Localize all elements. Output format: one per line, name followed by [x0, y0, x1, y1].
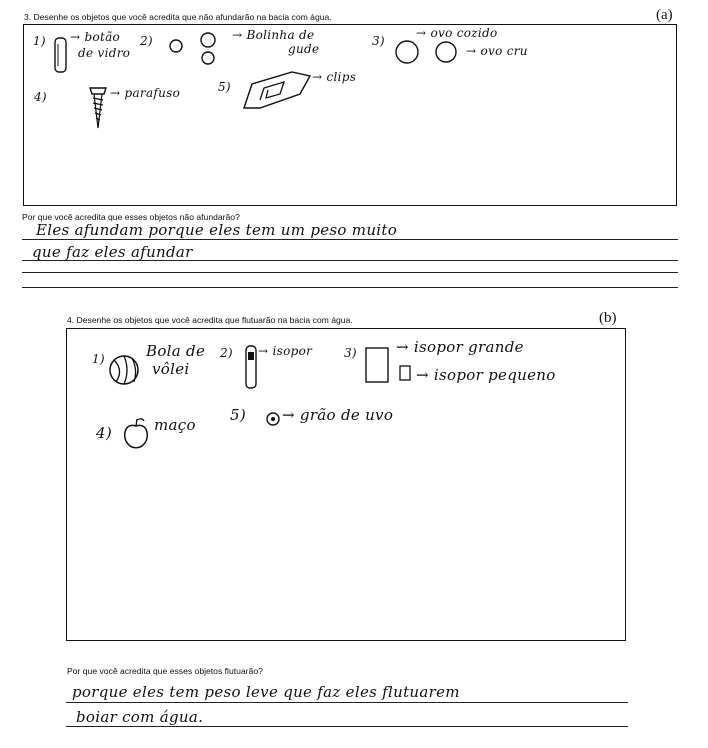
question-4: 4. Desenhe os objetos que você acredita que flutuarão na bacia com água.: [67, 315, 353, 325]
a-item-1-label: → botão: [70, 30, 121, 44]
a-item-2-label-2: gude: [288, 42, 320, 56]
a-item-2-label: → Bolinha de: [232, 28, 315, 42]
b-item-5-number: 5): [230, 406, 246, 424]
eggs-icon: [394, 38, 464, 66]
panel-tag-b: (b): [599, 310, 617, 326]
b-item-2-label: → isopor: [258, 344, 313, 358]
volleyball-icon: [108, 352, 140, 388]
glass-bottle-icon: [52, 34, 70, 76]
b-item-4-label: maço: [154, 416, 196, 434]
answer-a-line-1: Eles afundam porque eles tem um peso muito: [36, 221, 398, 239]
prompt-a: Por que você acredita que esses objetos não afundarão?: [22, 212, 240, 222]
a-item-3-label-2: → ovo cru: [466, 44, 528, 58]
answer-a-line-2: que faz eles afundar: [32, 243, 193, 261]
b-item-2-number: 2): [220, 346, 233, 360]
answer-a-rule-3: [22, 272, 678, 273]
clip-icon: [240, 68, 314, 112]
b-item-1-label-2: vôlei: [152, 360, 190, 378]
a-item-3-number: 3): [372, 34, 385, 48]
answer-b-rule-1: [66, 702, 628, 703]
answer-b-rule-2: [66, 726, 628, 727]
b-item-5-label: → grão de uvo: [282, 406, 394, 424]
answer-b-line-2: boiar com água.: [76, 708, 204, 726]
a-item-2-number: 2): [140, 34, 153, 48]
question-3: 3. Desenhe os objetos que você acredita que não afundarão na bacia com água.: [24, 12, 332, 22]
apple-icon: [120, 416, 152, 450]
prompt-b: Por que você acredita que esses objetos flutuarão?: [67, 666, 263, 676]
a-item-4-label: → parafuso: [110, 86, 181, 100]
b-item-3-label: → isopor grande: [396, 338, 524, 356]
b-item-1-label: Bola de: [146, 342, 206, 360]
cork-icon: [244, 344, 258, 390]
b-item-4-number: 4): [96, 424, 112, 442]
b-item-1-number: 1): [92, 352, 105, 366]
a-item-5-label: → clips: [312, 70, 357, 84]
a-item-3-label: → ovo cozido: [416, 26, 498, 40]
b-item-3-number: 3): [344, 346, 357, 360]
panel-tag-a: (a): [656, 7, 673, 23]
a-item-4-number: 4): [34, 90, 47, 104]
a-item-5-number: 5): [218, 80, 231, 94]
answer-a-rule-1: [22, 239, 678, 240]
screw-icon: [88, 84, 108, 130]
answer-a-rule-2: [22, 260, 678, 261]
grape-icon: [264, 410, 282, 428]
a-item-1-label-2: de vidro: [78, 46, 131, 60]
a-item-1-number: 1): [33, 34, 46, 48]
marbles-icon: [166, 32, 236, 66]
b-item-3-label-2: → isopor pequeno: [416, 366, 556, 384]
answer-b-line-1: porque eles tem peso leve que faz eles flutuarem: [72, 683, 460, 701]
answer-a-rule-4: [22, 287, 678, 288]
